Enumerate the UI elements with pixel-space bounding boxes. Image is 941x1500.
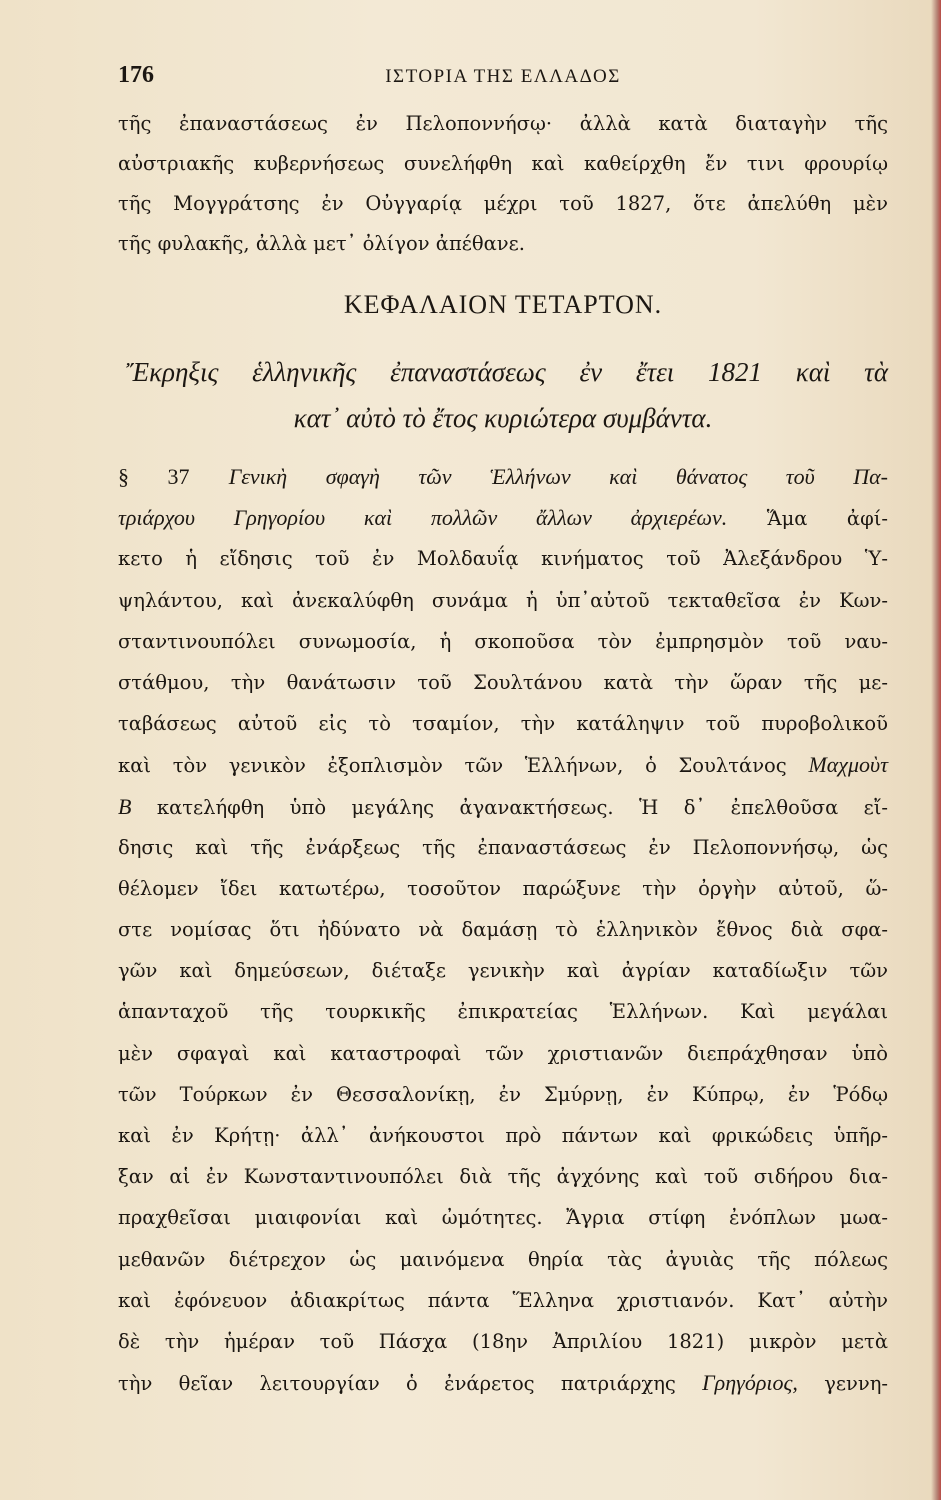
chapter-subtitle-line: κατ᾽ αὐτὸ τὸ ἔτος κυριώτερα συμβάντα. [293,403,713,433]
text-line: τῶν Τούρκων ἐν Θεσσαλονίκῃ, ἐν Σμύρνῃ, ἐν Κύπρῳ, ἐν Ῥόδῳ [118,1082,888,1106]
page-header [118,62,888,98]
text-line: καὶ ἐν Κρήτῃ· ἀλλ᾽ ἀνήκουστοι πρὸ πάντων καὶ φρικώδεις ὑπῆρ- [118,1124,888,1147]
name-italic: Β [118,793,132,819]
text-line: σταντινουπόλει συνωμοσία, ἡ σκοποῦσα τὸν ἐμπρησμὸν τοῦ ναυ- [118,629,888,653]
section-heading: Γενικὴ σφαγὴ τῶν Ἑλλήνων καὶ θάνατος τοῦ Πα- [228,464,889,489]
text-line: τῆς φυλακῆς, ἀλλὰ μετ᾽ ὀλίγον ἀπέθανε. [118,232,525,255]
text-line: ἁπανταχοῦ τῆς τουρκικῆς ἐπικρατείας Ἑλλήνων. Καὶ μεγάλαι [118,1000,888,1024]
text-line [118,744,888,785]
text-line: γῶν καὶ δημεύσεων, διέταξε γενικὴν καὶ ἀγρίαν καταδίωξιν τῶν [118,959,888,983]
chapter-title: ΚΕΦΑΛΑΙΟΝ ΤΕΤΑΡΤΟΝ. [343,290,663,319]
page-edge [931,0,941,1500]
text-line: μεθανῶν διέτρεχον ὡς μαινόμενα θηρία τὰς ἀγυιὰς τῆς πόλεως [118,1247,888,1271]
text-line: στε νομίσας ὅτι ἠδύνατο νὰ δαμάσῃ τὸ ἑλληνικὸν ἔθνος διὰ σφα- [118,918,888,942]
name-italic: Μαχμοὺτ [808,752,889,778]
text-line: τῆς Μογγράτσης ἐν Οὐγγαρίᾳ μέχρι τοῦ 1827, ὅτε ἀπελύθη μὲν [118,192,888,215]
text-fragment: κατελήφθη ὑπὸ μεγάλης ἀγανακτήσεως. Ἡ δ᾽ ἐπελθοῦσα εἴ- [156,795,888,819]
text-line: ταβάσεως αὐτοῦ εἰς τὸ τσαμίον, τὴν κατάληψιν τοῦ πυροβολικοῦ [118,712,888,736]
name-italic: Γρηγόριος, [702,1370,798,1396]
text-line: μὲν σφαγαὶ καὶ καταστροφαὶ τῶν χριστιανῶν διεπράχθησαν ὑπὸ [118,1041,888,1065]
opening-paragraph [118,104,888,264]
text-line [118,786,888,827]
text-line: ξαν αἱ ἐν Κωνσταντινουπόλει διὰ τῆς ἀγχόνης καὶ τοῦ σιδήρου δια- [118,1165,888,1189]
text-fragment: γεννη- [824,1372,888,1396]
chapter-subtitle-line: Ἔκρηξις ἑλληνικῆς ἐπαναστάσεως ἐν ἔτει 1821 καὶ τὰ [126,357,888,387]
running-head: ΙΣΤΟΡΙΑ ΤΗΣ ΕΛΛΑΔΟΣ [385,66,621,87]
text-line: πραχθεῖσαι μιαιφονίαι καὶ ὠμότητες. Ἄγρια στίφη ἐνόπλων μωα- [118,1206,888,1230]
text-line: δὲ τὴν ἡμέραν τοῦ Πάσχα (18ην Ἀπριλίου 1821) μικρὸν μετὰ [118,1329,888,1353]
text-fragment: τὴν θεῖαν λειτουργίαν ὁ ἐνάρετος πατριάρχης [118,1372,676,1396]
section-heading-line [118,497,888,538]
text-line: καὶ ἐφόνευον ἀδιακρίτως πάντα Ἕλληνα χριστιανόν. Κατ᾽ αὐτὴν [118,1288,888,1312]
section-37 [118,456,888,1403]
text-line: δησις καὶ τῆς ἐνάρξεως τῆς ἐπαναστάσεως ἐν Πελοποννήσῳ, ὡς [118,835,888,859]
text-fragment: Ἅμα ἀφί- [766,507,888,531]
text-line: αὐστριακῆς κυβερνήσεως συνελήφθη καὶ καθείρχθη ἔν τινι φρουρίῳ [118,152,888,175]
text-line: ψηλάντου, καὶ ἀνεκαλύφθη συνάμα ἡ ὑπ᾽αὐτοῦ τεκταθεῖσα ἐν Κων- [118,588,888,612]
section-heading-line [118,456,888,497]
text-line: κετο ἡ εἴδησις τοῦ ἐν Μολδαυΐᾳ κινήματος τοῦ Ἀλεξάνδρου Ὑ- [118,547,888,571]
text-fragment: καὶ τὸν γενικὸν ἐξοπλισμὸν τῶν Ἑλλήνων, ὁ Σουλτάνος [118,754,787,778]
section-heading: τριάρχου Γρηγορίου καὶ πολλῶν ἄλλων ἀρχιερέων. [118,505,728,531]
text-line: θέλομεν ἴδει κατωτέρω, τοσοῦτον παρώξυνε τὴν ὀργὴν αὐτοῦ, ὥ- [118,876,888,900]
text-line: στάθμου, τὴν θανάτωσιν τοῦ Σουλτάνου κατὰ τὴν ὥραν τῆς με- [118,670,888,694]
page-number: 176 [118,62,154,88]
section-mark: § 37 [118,464,190,489]
text-line [118,1362,888,1403]
text-line: τῆς ἐπαναστάσεως ἐν Πελοποννήσῳ· ἀλλὰ κατὰ διαταγὴν τῆς [118,112,888,135]
